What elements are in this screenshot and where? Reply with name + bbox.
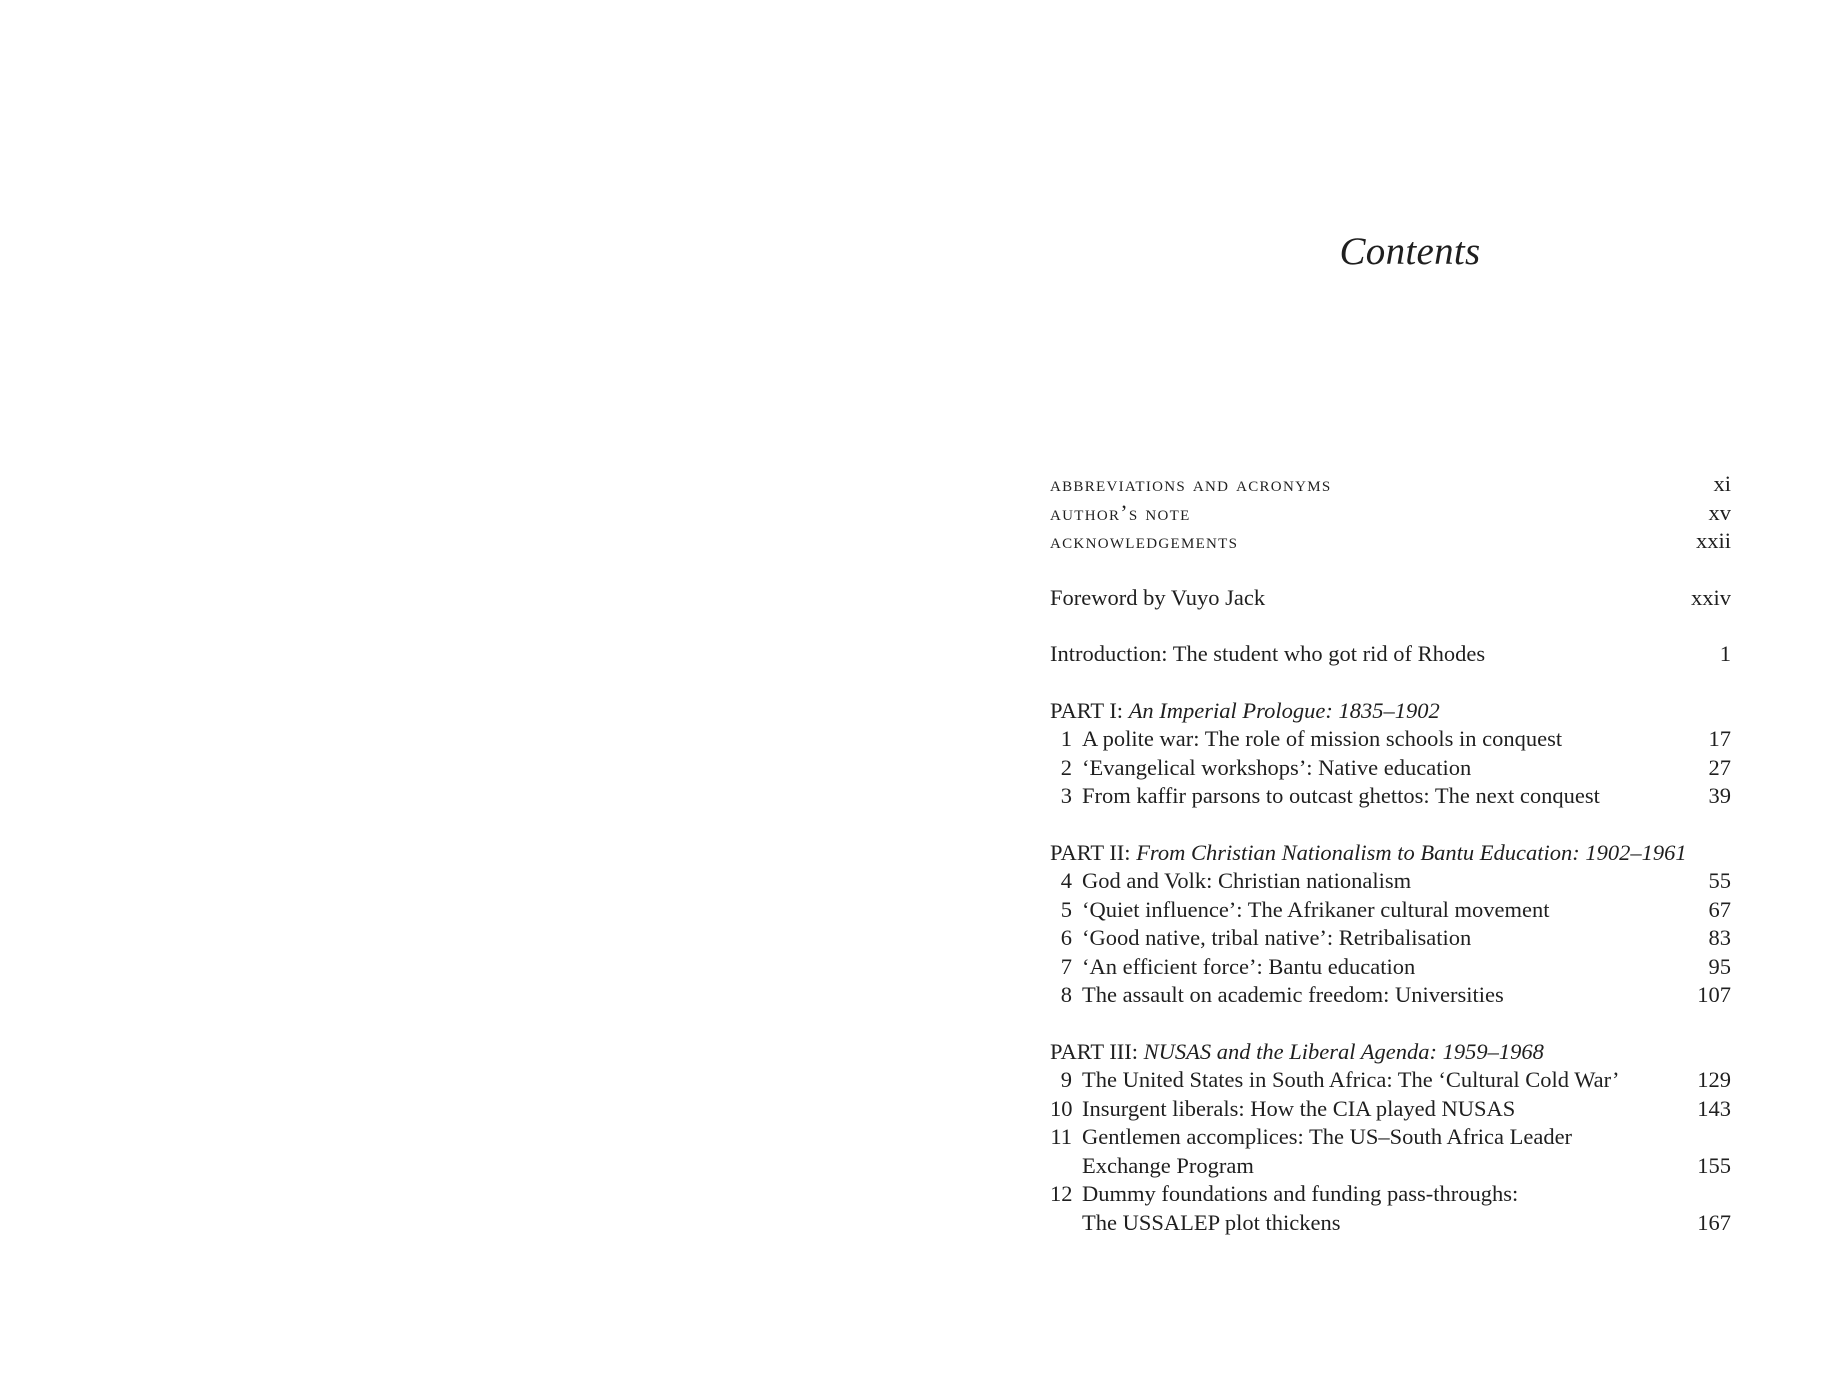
chapter-title-line: The United States in South Africa: The ‘Cultural Cold War’ bbox=[1082, 1067, 1620, 1092]
toc-page-number: 83 bbox=[1708, 925, 1731, 950]
toc-parts bbox=[1050, 669, 1731, 1238]
toc-page-number: 39 bbox=[1708, 783, 1731, 808]
toc-chapter-entry[interactable] bbox=[1050, 896, 1731, 925]
toc-page-number: 95 bbox=[1708, 953, 1731, 979]
part-label: PART I: bbox=[1050, 697, 1124, 723]
chapter-title-line: ‘Evangelical workshops’: Native education bbox=[1082, 754, 1472, 780]
chapter-title-line: The assault on academic freedom: Universities bbox=[1082, 982, 1504, 1007]
part-label: PART III: bbox=[1050, 1038, 1139, 1064]
toc-page-number: 129 bbox=[1697, 1067, 1731, 1092]
chapter-title-line: ‘Quiet influence’: The Afrikaner cultural movement bbox=[1082, 896, 1550, 922]
toc-chapter-entry[interactable] bbox=[1050, 754, 1731, 783]
chapter-title-line: Exchange Program bbox=[1082, 1152, 1254, 1178]
toc-part-heading[interactable] bbox=[1050, 839, 1731, 868]
toc-entry-introduction[interactable] bbox=[1050, 640, 1731, 669]
chapter-number: 10 bbox=[1050, 1095, 1073, 1121]
chapter-title-line: From kaffir parsons to outcast ghettos: The next conquest bbox=[1082, 783, 1600, 808]
toc-entry-abbreviations[interactable] bbox=[1050, 470, 1731, 499]
chapter-title-line: Dummy foundations and funding pass-throughs: bbox=[1082, 1181, 1519, 1206]
chapter-title-line: Insurgent liberals: How the CIA played NUSAS bbox=[1082, 1095, 1516, 1121]
toc-chapter-entry[interactable] bbox=[1050, 782, 1731, 811]
chapter-number: 12 bbox=[1050, 1181, 1073, 1206]
chapter-number: 9 bbox=[1060, 1067, 1072, 1092]
toc-entry-label: Foreword by Vuyo Jack bbox=[1050, 584, 1266, 610]
toc-entry-label: Introduction: The student who got rid of Rhodes bbox=[1050, 641, 1486, 666]
toc-entry-authors-note[interactable] bbox=[1050, 499, 1731, 528]
chapter-title-line: ‘An efficient force’: Bantu education bbox=[1082, 953, 1416, 979]
toc-page-number: 107 bbox=[1697, 982, 1731, 1007]
chapter-number: 7 bbox=[1060, 953, 1072, 979]
toc-page-number: 167 bbox=[1697, 1209, 1731, 1235]
toc-page-number: 55 bbox=[1708, 868, 1731, 893]
toc-entry-label: author’s note bbox=[1050, 499, 1191, 525]
chapter-number: 11 bbox=[1050, 1124, 1072, 1149]
toc-page-number: 143 bbox=[1697, 1095, 1731, 1121]
chapter-title-line: ‘Good native, tribal native’: Retribalisation bbox=[1082, 925, 1472, 950]
table-of-contents bbox=[1050, 470, 1731, 1237]
toc-page-number: xi bbox=[1713, 471, 1731, 496]
chapter-number: 3 bbox=[1060, 783, 1072, 808]
toc-entry-foreword[interactable] bbox=[1050, 584, 1731, 613]
toc-part-heading[interactable] bbox=[1050, 1038, 1731, 1067]
part-label: PART II: bbox=[1050, 839, 1131, 865]
toc-page-number: xxii bbox=[1695, 528, 1731, 553]
toc-page-number: 1 bbox=[1719, 641, 1731, 666]
toc-chapter-entry[interactable] bbox=[1050, 1123, 1731, 1180]
part-subtitle: An Imperial Prologue: 1835–1902 bbox=[1128, 697, 1440, 723]
toc-entry-label: acknowledgements bbox=[1050, 528, 1239, 553]
toc-page-number: xv bbox=[1708, 499, 1731, 525]
chapter-title-line: The USSALEP plot thickens bbox=[1082, 1209, 1341, 1235]
toc-page-number: 155 bbox=[1697, 1152, 1731, 1178]
toc-chapter-entry[interactable] bbox=[1050, 725, 1731, 754]
toc-chapter-entry[interactable] bbox=[1050, 1095, 1731, 1124]
toc-chapter-entry[interactable] bbox=[1050, 867, 1731, 896]
chapter-title-line: God and Volk: Christian nationalism bbox=[1082, 868, 1412, 893]
toc-page-number: 67 bbox=[1708, 896, 1731, 922]
toc-entry-acknowledgements[interactable] bbox=[1050, 527, 1731, 556]
chapter-title-line: A polite war: The role of mission schools in conquest bbox=[1082, 726, 1563, 751]
toc-chapter-entry[interactable] bbox=[1050, 953, 1731, 982]
toc-page-number: xxiv bbox=[1690, 584, 1731, 610]
page-title: Contents bbox=[1339, 230, 1481, 273]
toc-chapter-entry[interactable] bbox=[1050, 981, 1731, 1010]
toc-chapter-entry[interactable] bbox=[1050, 1066, 1731, 1095]
toc-chapter-entry[interactable] bbox=[1050, 924, 1731, 953]
chapter-number: 5 bbox=[1060, 896, 1072, 922]
part-subtitle: From Christian Nationalism to Bantu Education: 1902–1961 bbox=[1136, 839, 1687, 865]
chapter-number: 6 bbox=[1060, 925, 1072, 950]
chapter-number: 2 bbox=[1060, 754, 1072, 780]
toc-page-number: 17 bbox=[1708, 726, 1731, 751]
toc-chapter-entry[interactable] bbox=[1050, 1180, 1731, 1237]
chapter-number: 8 bbox=[1060, 982, 1072, 1007]
chapter-number: 1 bbox=[1060, 726, 1072, 751]
chapter-title-line: Gentlemen accomplices: The US–South Africa Leader bbox=[1082, 1124, 1573, 1149]
toc-entry-label: abbreviations and acronyms bbox=[1050, 471, 1332, 496]
toc-part-heading[interactable] bbox=[1050, 697, 1731, 726]
part-subtitle: NUSAS and the Liberal Agenda: 1959–1968 bbox=[1143, 1038, 1544, 1064]
toc-page-number: 27 bbox=[1708, 754, 1731, 780]
chapter-number: 4 bbox=[1060, 868, 1072, 893]
